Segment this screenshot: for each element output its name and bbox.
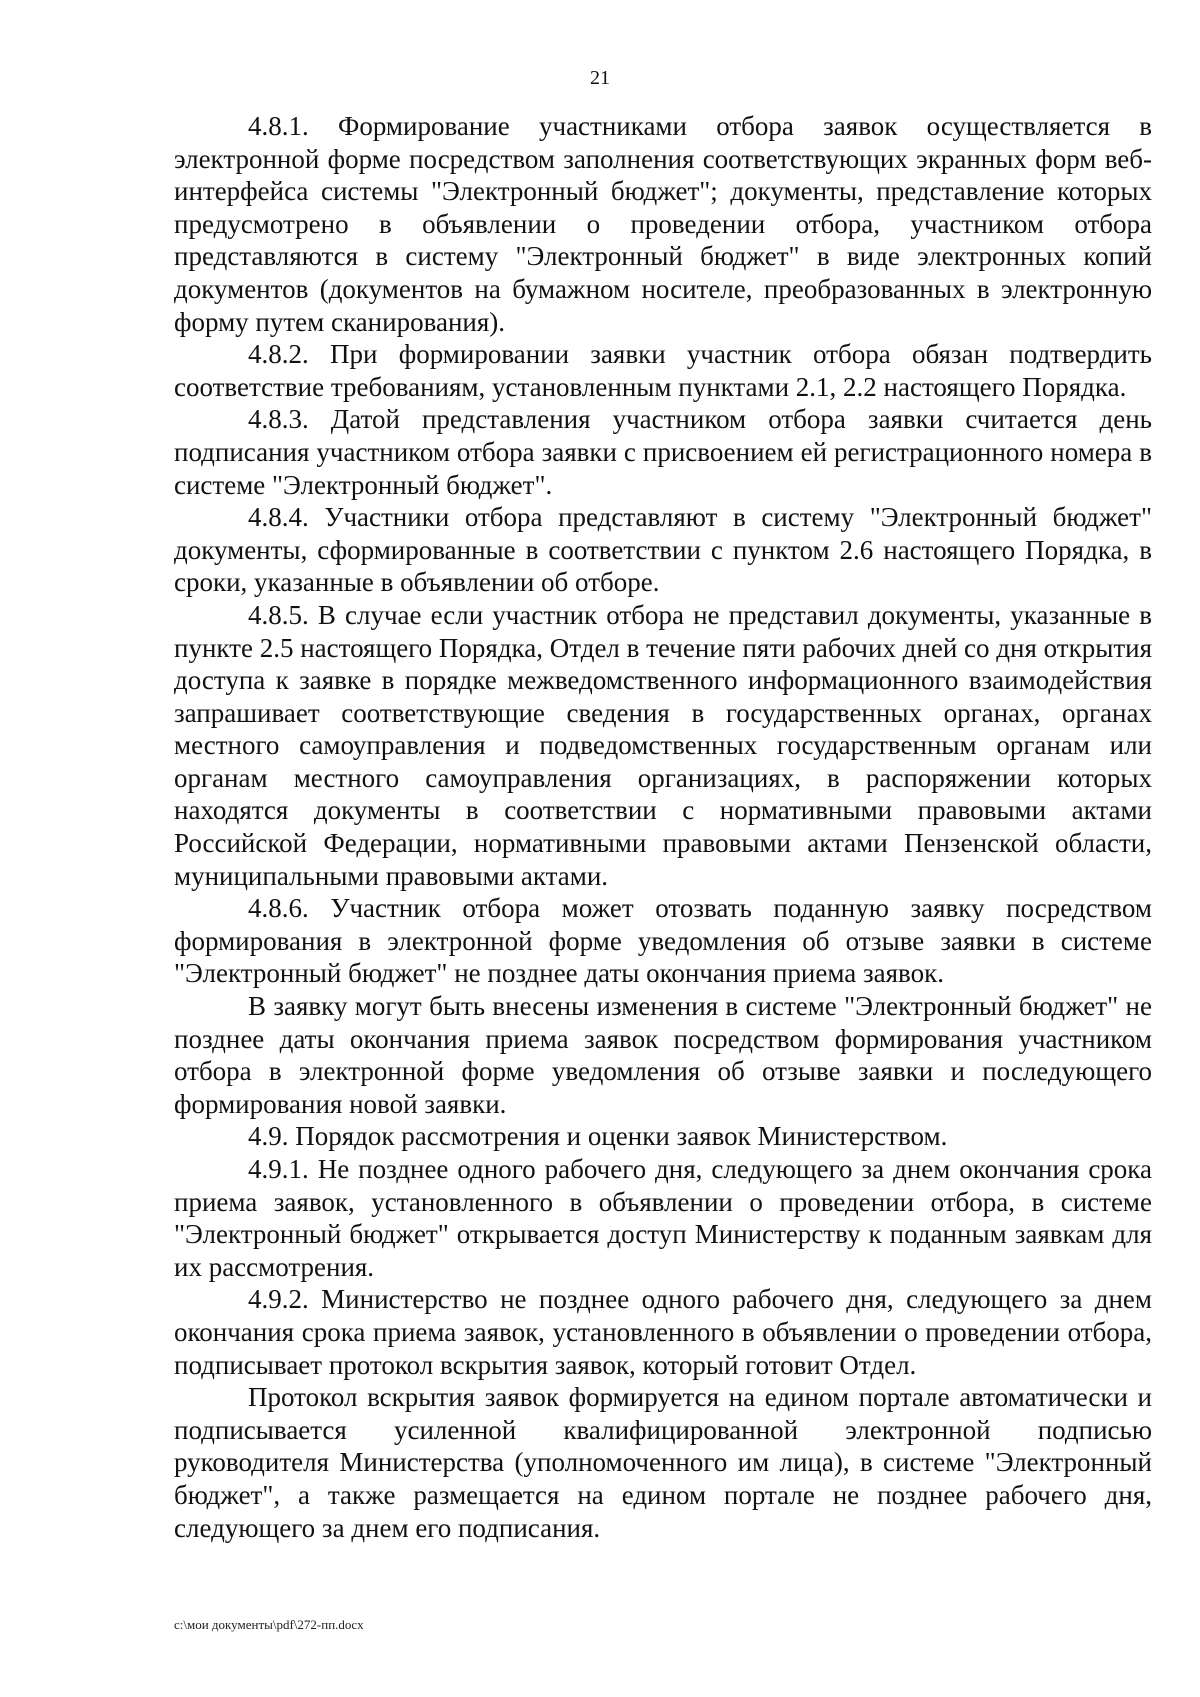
paragraph-4-8-5: 4.8.5. В случае если участник отбора не представил документы, указанные в пункте 2.5 настоящего Порядка, Отдел в течение пяти рабочих дней со дня открытия доступа к заявке в порядке межведомственного информационного взаимодействия запрашивает соответствующие сведения в государственных органах, органах местного самоуправления и подведомственных государственным органам или органам местного самоуправления организациях, в распоряжении которых находятся документы в соответствии с нормативными правовыми актами Российской Федерации, нормативными правовыми актами Пензенской области, муниципальными правовыми актами. [174,599,1152,891]
paragraph-4-9-1: 4.9.1. Не позднее одного рабочего дня, следующего за днем окончания срока приема заявок, установленного в объявлении о проведении отбора, в системе "Электронный бюджет" открывается доступ Министерству к поданным заявкам для их рассмотрения. [174,1154,1152,1282]
paragraph-amendments: В заявку могут быть внесены изменения в системе "Электронный бюджет" не позднее даты окончания приема заявок посредством формирования участником отбора в электронной форме уведомления об отзыве заявки и последующего формирования новой заявки. [174,991,1152,1119]
paragraph-4-8-2: 4.8.2. При формировании заявки участник отбора обязан подтвердить соответствие требованиям, установленным пунктами 2.1, 2.2 настоящего Порядка. [174,339,1152,402]
paragraph-4-8-1: 4.8.1. Формирование участниками отбора заявок осуществляется в электронной форме посредством заполнения соответствующих экранных форм веб-интерфейса системы "Электронный бюджет"; документы, представление которых предусмотрено в объявлении о проведении отбора, участником отбора представляются в систему "Электронный бюджет" в виде электронных копий документов (документов на бумажном носителе, преобразованных в электронную форму путем сканирования). [174,111,1152,337]
paragraph-4-8-4: 4.8.4. Участники отбора представляют в систему "Электронный бюджет" документы, сформированные в соответствии с пунктом 2.6 настоящего Порядка, в сроки, указанные в объявлении об отборе. [174,502,1152,598]
paragraph-4-8-3: 4.8.3. Датой представления участником отбора заявки считается день подписания участником отбора заявки с присвоением ей регистрационного номера в системе "Электронный бюджет". [174,404,1152,500]
paragraph-4-9-2: 4.9.2. Министерство не позднее одного рабочего дня, следующего за днем окончания срока приема заявок, установленного в объявлении о проведении отбора, подписывает протокол вскрытия заявок, который готовит Отдел. [174,1284,1152,1380]
paragraph-4-9: 4.9. Порядок рассмотрения и оценки заявок Министерством. [248,1121,948,1152]
paragraph-protocol: Протокол вскрытия заявок формируется на едином портале автоматически и подписывается усиленной квалифицированной электронной подписью руководителя Министерства (уполномоченного им лица), в системе "Электронный бюджет", а также размещается на едином портале не позднее рабочего дня, следующего за днем его подписания. [174,1382,1152,1543]
footer-file-path: c:\мои документы\pdf\272-пп.docx [174,1617,364,1632]
document-body [174,110,1152,1544]
paragraph-4-8-6: 4.8.6. Участник отбора может отозвать поданную заявку посредством формирования в электронной форме уведомления об отзыве заявки в системе "Электронный бюджет" не позднее даты окончания приема заявок. [174,893,1152,989]
page-number: 21 [590,67,610,89]
